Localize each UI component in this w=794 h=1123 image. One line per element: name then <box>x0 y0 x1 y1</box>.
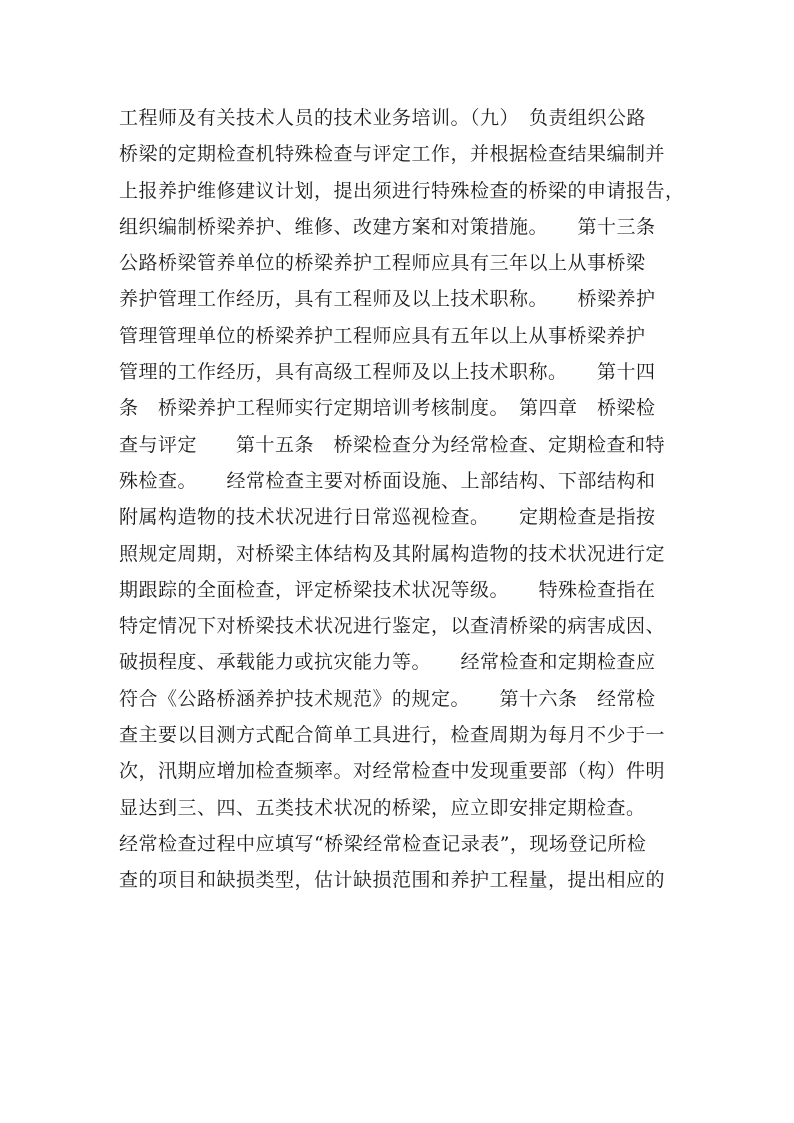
text-line: 特定情况下对桥梁技术状况进行鉴定，以查清桥梁的病害成因、 <box>119 615 666 638</box>
text-line: 照规定周期，对桥梁主体结构及其附属构造物的技术状况进行定 <box>119 542 666 565</box>
text-line: 期跟踪的全面检查，评定桥梁技术状况等级。 特殊检查指在 <box>119 578 656 601</box>
text-line: 显达到三、四、五类技术状况的桥梁，应立即安排定期检查。 <box>119 796 646 819</box>
text-line: 管理的工作经历，具有高级工程师及以上技术职称。 第十四 <box>119 361 656 384</box>
text-line: 殊检查。 经常检查主要对桥面设施、上部结构、下部结构和 <box>119 469 656 492</box>
text-line: 次，汛期应增加检查频率。对经常检查中发现重要部（构）件明 <box>119 760 666 783</box>
text-line: 附属构造物的技术状况进行日常巡视检查。 定期检查是指按 <box>119 506 656 529</box>
text-line: 管理管理单位的桥梁养护工程师应具有五年以上从事桥梁养护 <box>119 324 646 347</box>
text-line: 查主要以目测方式配合简单工具进行，检查周期为每月不少于一 <box>119 724 666 747</box>
text-line: 经常检查过程中应填写“桥梁经常检查记录表”，现场登记所检 <box>119 832 647 855</box>
body-text <box>119 100 685 899</box>
text-line: 条 桥梁养护工程师实行定期培训考核制度。 第四章 桥梁检 <box>119 397 656 420</box>
text-line: 查的项目和缺损类型，估计缺损范围和养护工程量，提出相应的 <box>119 869 666 892</box>
text-line: 查与评定 第十五条 桥梁检查分为经常检查、定期检查和特 <box>119 433 666 456</box>
text-line: 组织编制桥梁养护、维修、改建方案和对策措施。 第十三条 <box>119 215 676 238</box>
text-line: 破损程度、承载能力或抗灾能力等。 经常检查和定期检查应 <box>119 651 656 674</box>
text-line: 养护管理工作经历，具有工程师及以上技术职称。 桥梁养护 <box>119 288 656 311</box>
text-line: 上报养护维修建议计划，提出须进行特殊检查的桥梁的申请报告， <box>119 179 685 202</box>
text-line: 工程师及有关技术人员的技术业务培训。（九） 负责组织公路 <box>119 107 647 129</box>
text-line: 桥梁的定期检查机特殊检查与评定工作，并根据检查结果编制并 <box>119 143 666 166</box>
text-line: 符合《公路桥涵养护技术规范》的规定。 第十六条 经常检 <box>119 687 656 710</box>
text-line: 公路桥梁管养单位的桥梁养护工程师应具有三年以上从事桥梁 <box>119 252 646 275</box>
